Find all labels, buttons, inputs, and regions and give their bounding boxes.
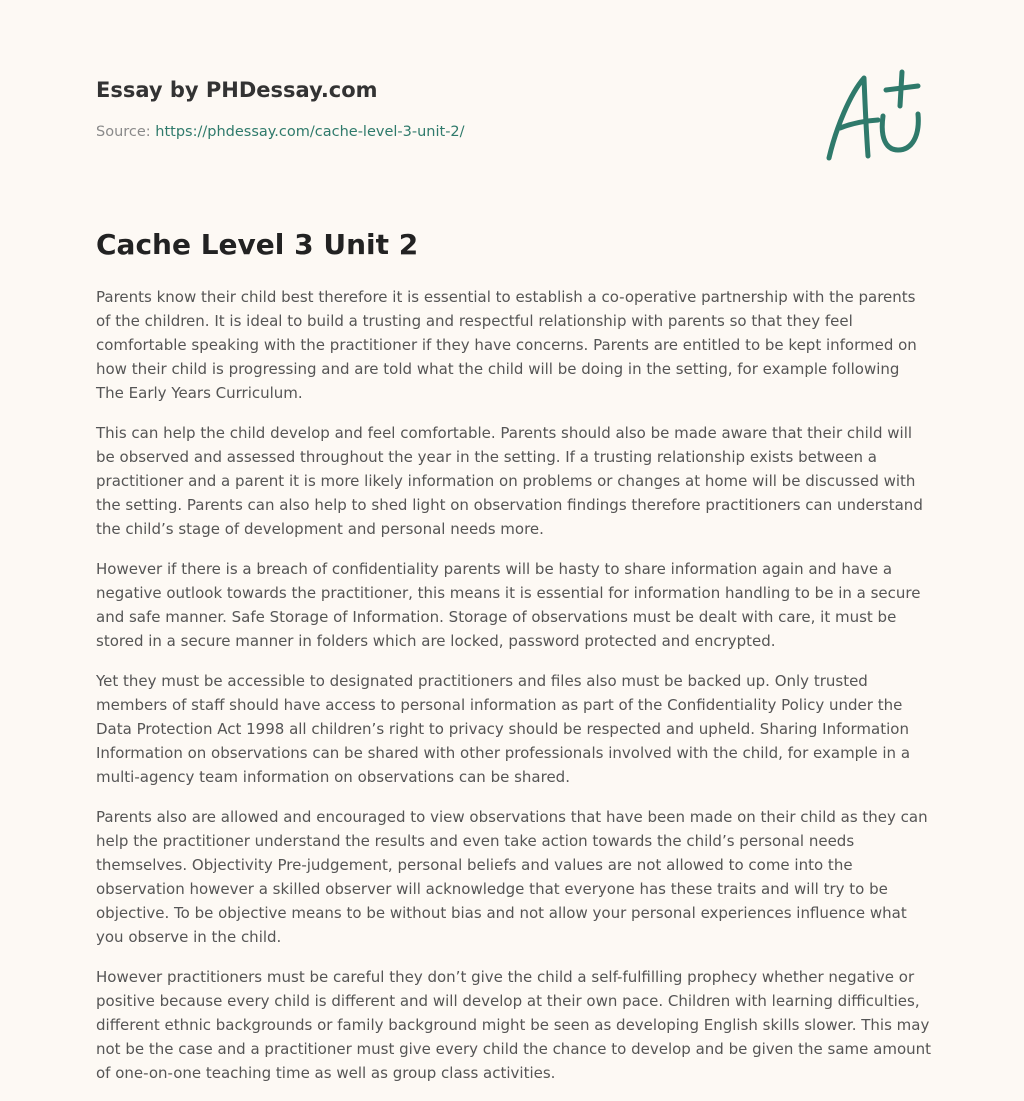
page-header [96,76,796,142]
essay-paragraph: However practitioners must be careful they don’t give the child a self-fulfilling prophecy whether negative or positive because every child is different and will develop at their own pace. Children with learning difficulties, different ethnic backgrounds or family background might be seen as developing English skills slower. This may not be the case and a practitioner must give every child the chance to develop and be given the same amount of one-on-one teaching time as well as group class activities. [96,968,932,1082]
essay-paragraph: Yet they must be accessible to designated practitioners and files also must be backed up. Only trusted members of staff should have access to personal information as part of the Confidentiality Policy under the Data Protection Act 1998 all children’s right to privacy should be respected and upheld. Sharing Information Information on observations can be shared with other professionals involved with the child, for example in a multi-agency team information on observations can be shared. [96,672,911,786]
source-link[interactable]: https://phdessay.com/cache-level-3-unit-2/ [155,124,465,140]
essay-paragraph: However if there is a breach of confidentiality parents will be hasty to share information again and have a negative outlook towards the practitioner, this means it is essential for information handling to be in a secure and safe manner. Safe Storage of Information. Storage of observations must be dealt with care, it must be stored in a secure manner in folders which are locked, password protected and encrypted. [96,560,921,650]
essay-title: Cache Level 3 Unit 2 [96,228,419,261]
essay-paragraph: This can help the child develop and feel comfortable. Parents should also be made aware that their child will be observed and assessed throughout the year in the setting. If a trusting relationship exists between a practitioner and a parent it is more likely information on problems or changes at home will be discussed with the setting. Parents can also help to shed light on observation findings therefore practitioners can understand the child’s stage of development and personal needs more. [96,424,923,538]
essay-paragraph: Parents also are allowed and encouraged to view observations that have been made on their child as they can help the practitioner understand the results and even take action towards the child’s personal needs themselves. Objectivity Pre-judgement, personal beliefs and values are not allowed to come into the observation however a skilled observer will acknowledge that everyone has these traits and will try to be objective. To be objective means to be without bias and not allow your personal experiences influence what you observe in the child. [96,808,928,946]
source-line [96,122,796,142]
essay-paragraph: Parents know their child best therefore it is essential to establish a co-operative partnership with the parents of the children. It is ideal to build a trusting and respectful relationship with parents so that they feel comfortable speaking with the practitioner if they have concerns. Parents are entitled to be kept informed on how their child is progressing and are told what the child will be doing in the setting, for example following The Early Years Curriculum. [96,288,917,402]
a-plus-grade-icon [820,66,930,166]
essay-body [96,285,932,1101]
source-label: Source: [96,124,151,140]
brand-title: Essay by PHDessay.com [96,78,378,102]
